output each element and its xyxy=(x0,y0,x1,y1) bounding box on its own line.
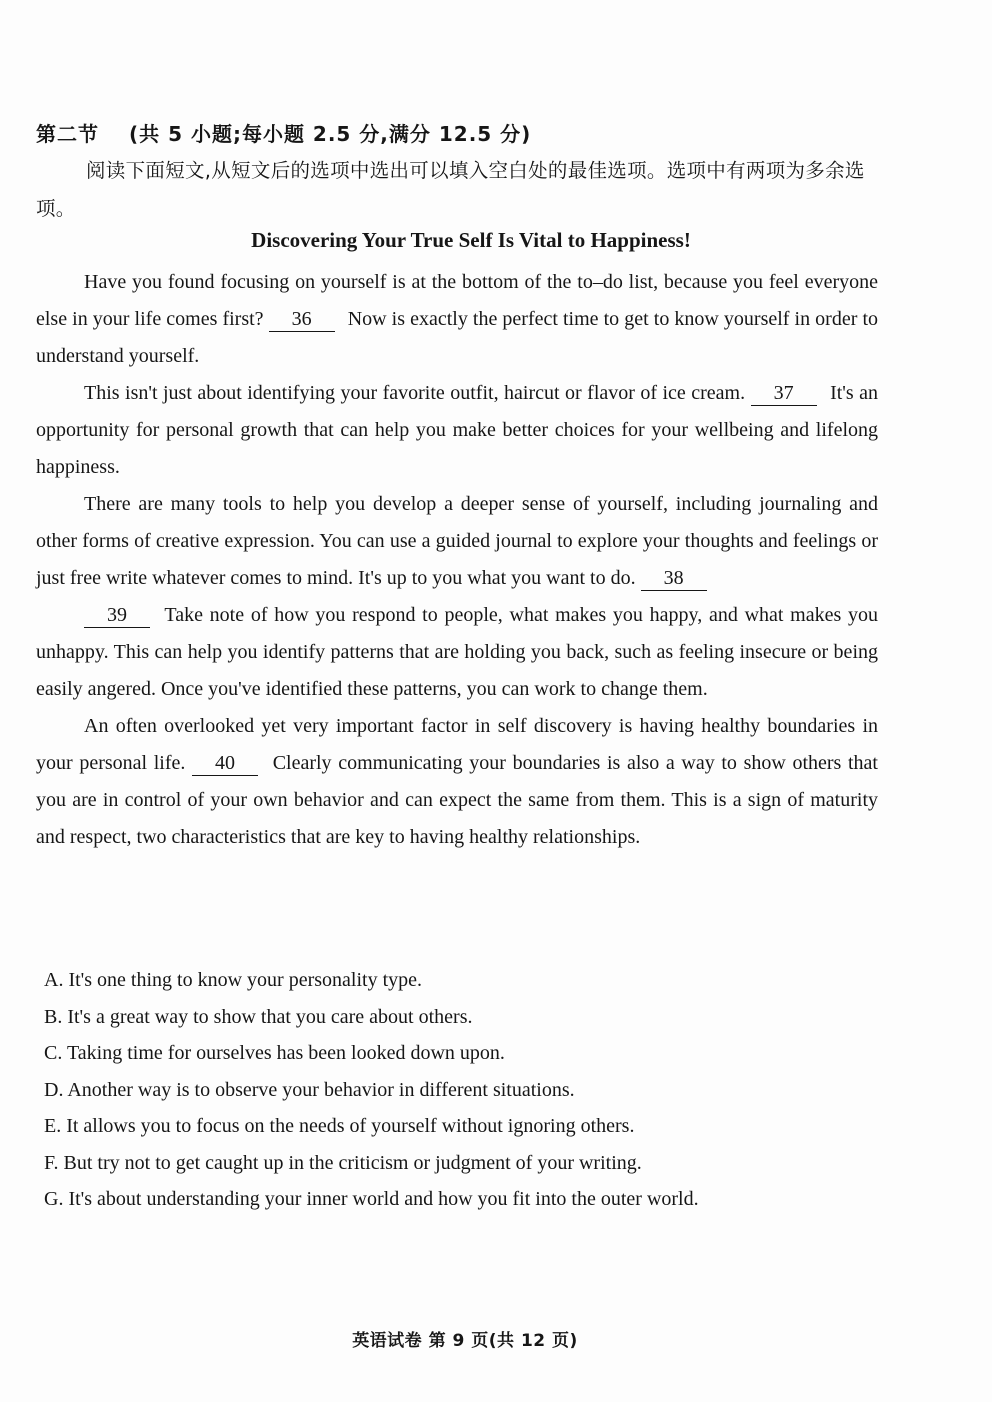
blank-36: 36 xyxy=(269,307,335,332)
paragraph-text: There are many tools to help you develop a deeper sense of yourself, including journaling and other forms of creative expression. You can use a guided journal to explore your thoughts and feelings or just free write whatever comes to mind. It's up to you what you want to do. xyxy=(36,493,878,589)
section-heading xyxy=(36,118,531,147)
section-label: 第二节 xyxy=(36,122,99,146)
paragraph-text: Now is exactly the perfect time to get to know yourself in order to understand yourself. xyxy=(36,308,879,367)
option-b: B. It's a great way to show that you care about others. xyxy=(44,1005,473,1028)
option-e: E. It allows you to focus on the needs of yourself without ignoring others. xyxy=(44,1115,635,1137)
passage-body xyxy=(36,264,878,856)
option-d: D. Another way is to observe your behavior in different situations. xyxy=(44,1078,575,1101)
paragraph-text: This isn't just about identifying your favorite outfit, haircut or flavor of ice cream. xyxy=(84,382,746,404)
paragraph-2 xyxy=(36,375,878,486)
paragraph-text: Have you found focusing on yourself is at the bottom of the to–do list, because you feel everyone else in your life comes first? xyxy=(36,271,878,330)
paragraph-text: Clearly communicating your boundaries is also a way to show others that you are in control of your own behavior and can expect the same from them. This is a sign of maturity and respect, two characteristics that are key to having healthy relationships. xyxy=(36,752,878,848)
answer-options xyxy=(44,962,904,1218)
instructions: 阅读下面短文,从短文后的选项中选出可以填入空白处的最佳选项。选项中有两项为多余选项。 xyxy=(36,159,865,220)
blank-38: 38 xyxy=(641,566,707,591)
paragraph-4 xyxy=(36,597,878,708)
blank-37: 37 xyxy=(751,381,817,406)
option-c: C. Taking time for ourselves has been looked down upon. xyxy=(44,1042,505,1064)
option-a: A. It's one thing to know your personality type. xyxy=(44,969,422,991)
paragraph-5 xyxy=(36,708,878,856)
blank-39: 39 xyxy=(84,603,150,628)
paragraph-3 xyxy=(36,486,878,597)
paragraph-1 xyxy=(36,264,878,375)
paragraph-text: Take note of how you respond to people, what makes you happy, and what makes you unhappy. This can help you identify patterns that are holding you back, such as feeling insecure or being easily angered. Once you've identified these patterns, you can work to change them. xyxy=(36,604,878,700)
paragraph-text: An often overlooked yet very important factor in self discovery is having healthy boundaries in your personal life. xyxy=(36,715,878,774)
passage-title: Discovering Your True Self Is Vital to Happiness! xyxy=(251,228,691,252)
page-footer: 英语试卷 第 9 页(共 12 页) xyxy=(352,1331,578,1351)
option-f: F. But try not to get caught up in the criticism or judgment of your writing. xyxy=(44,1151,642,1174)
section-scoring-info: (共 5 小题;每小题 2.5 分,满分 12.5 分) xyxy=(128,122,532,146)
paragraph-text: It's an opportunity for personal growth that can help you make better choices for your wellbeing and lifelong happiness. xyxy=(36,382,879,478)
blank-40: 40 xyxy=(192,751,258,776)
option-g: G. It's about understanding your inner world and how you fit into the outer world. xyxy=(44,1188,699,1210)
